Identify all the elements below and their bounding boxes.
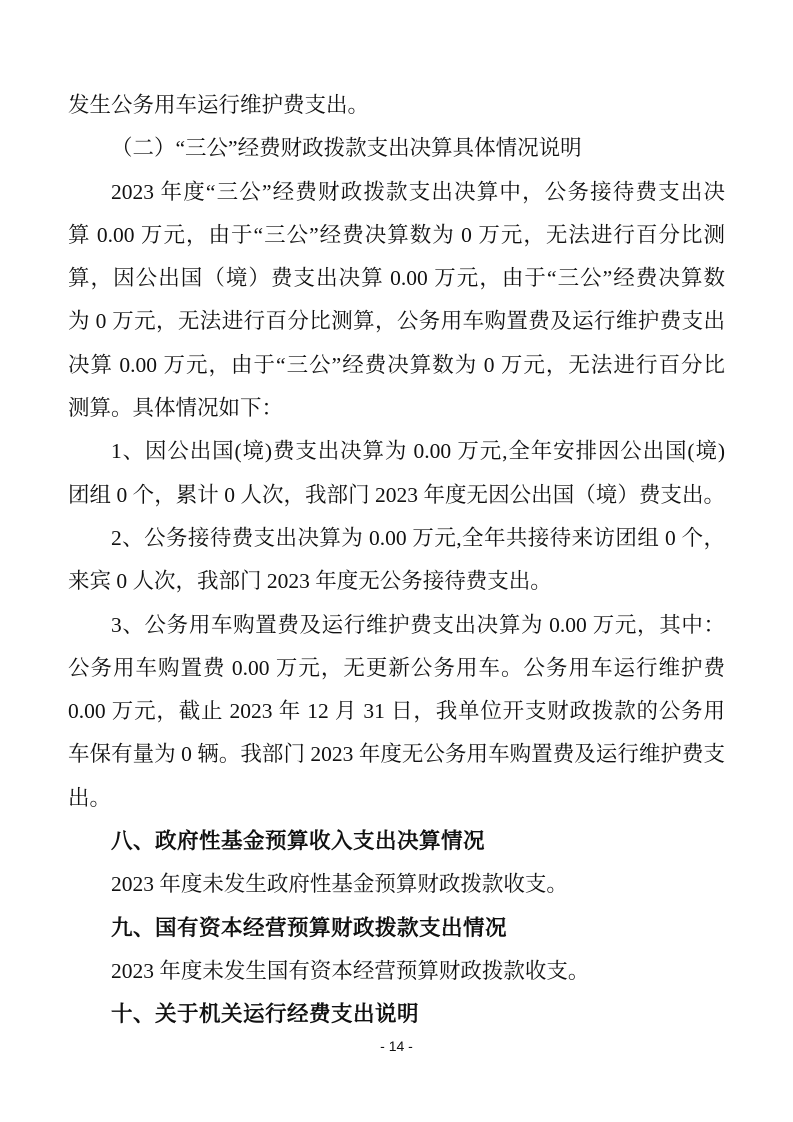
text-line: 算，因公出国（境）费支出决算 0.00 万元，由于“三公”经费决算数: [68, 266, 725, 291]
section-heading: 十、关于机关运行经费支出说明: [111, 1002, 420, 1027]
text-line: 测算。具体情况如下：: [68, 396, 284, 421]
text-line: 1、因公出国(境)费支出决算为 0.00 万元,全年安排因公出国(境): [111, 439, 725, 464]
text-line: 出。: [68, 785, 112, 810]
text-line: 车保有量为 0 辆。我部门 2023 年度无公务用车购置费及运行维护费支: [68, 742, 725, 767]
page-number: - 14 -: [380, 1038, 413, 1054]
text-line: 发生公务用车运行维护费支出。: [68, 93, 370, 117]
text-line: 公务用车购置费 0.00 万元，无更新公务用车。公务用车运行维护费: [68, 655, 725, 680]
text-line: 为 0 万元，无法进行百分比测算，公务用车购置费及运行维护费支出: [68, 309, 725, 334]
text-line: 团组 0 个，累计 0 人次，我部门 2023 年度无因公出国（境）费支出。: [68, 482, 725, 507]
text-line: 来宾 0 人次，我部门 2023 年度无公务接待费支出。: [68, 569, 552, 594]
document-body: [68, 84, 725, 1037]
text-line: 2023 年度“三公”经费财政拨款支出决算中，公务接待费支出决: [111, 179, 725, 204]
text-line: 2023 年度未发生政府性基金预算财政拨款收支。: [111, 872, 568, 897]
section-heading: 九、国有资本经营预算财政拨款支出情况: [111, 915, 508, 940]
text-line: 2、公务接待费支出决算为 0.00 万元,全年共接待来访团组 0 个，: [111, 525, 725, 550]
text-line: 0.00 万元，截止 2023 年 12 月 31 日，我单位开支财政拨款的公务用: [68, 699, 725, 724]
text-line: 算 0.00 万元，由于“三公”经费决算数为 0 万元，无法进行百分比测: [68, 222, 725, 247]
section-heading: 八、政府性基金预算收入支出决算情况: [111, 829, 486, 854]
text-line: （二）“三公”经费财政拨款支出决算具体情况说明: [111, 136, 582, 161]
text-line: 3、公务用车购置费及运行维护费支出决算为 0.00 万元，其中：: [111, 612, 725, 637]
text-line: 决算 0.00 万元，由于“三公”经费决算数为 0 万元，无法进行百分比: [68, 352, 725, 377]
text-line: 2023 年度未发生国有资本经营预算财政拨款收支。: [111, 958, 590, 983]
